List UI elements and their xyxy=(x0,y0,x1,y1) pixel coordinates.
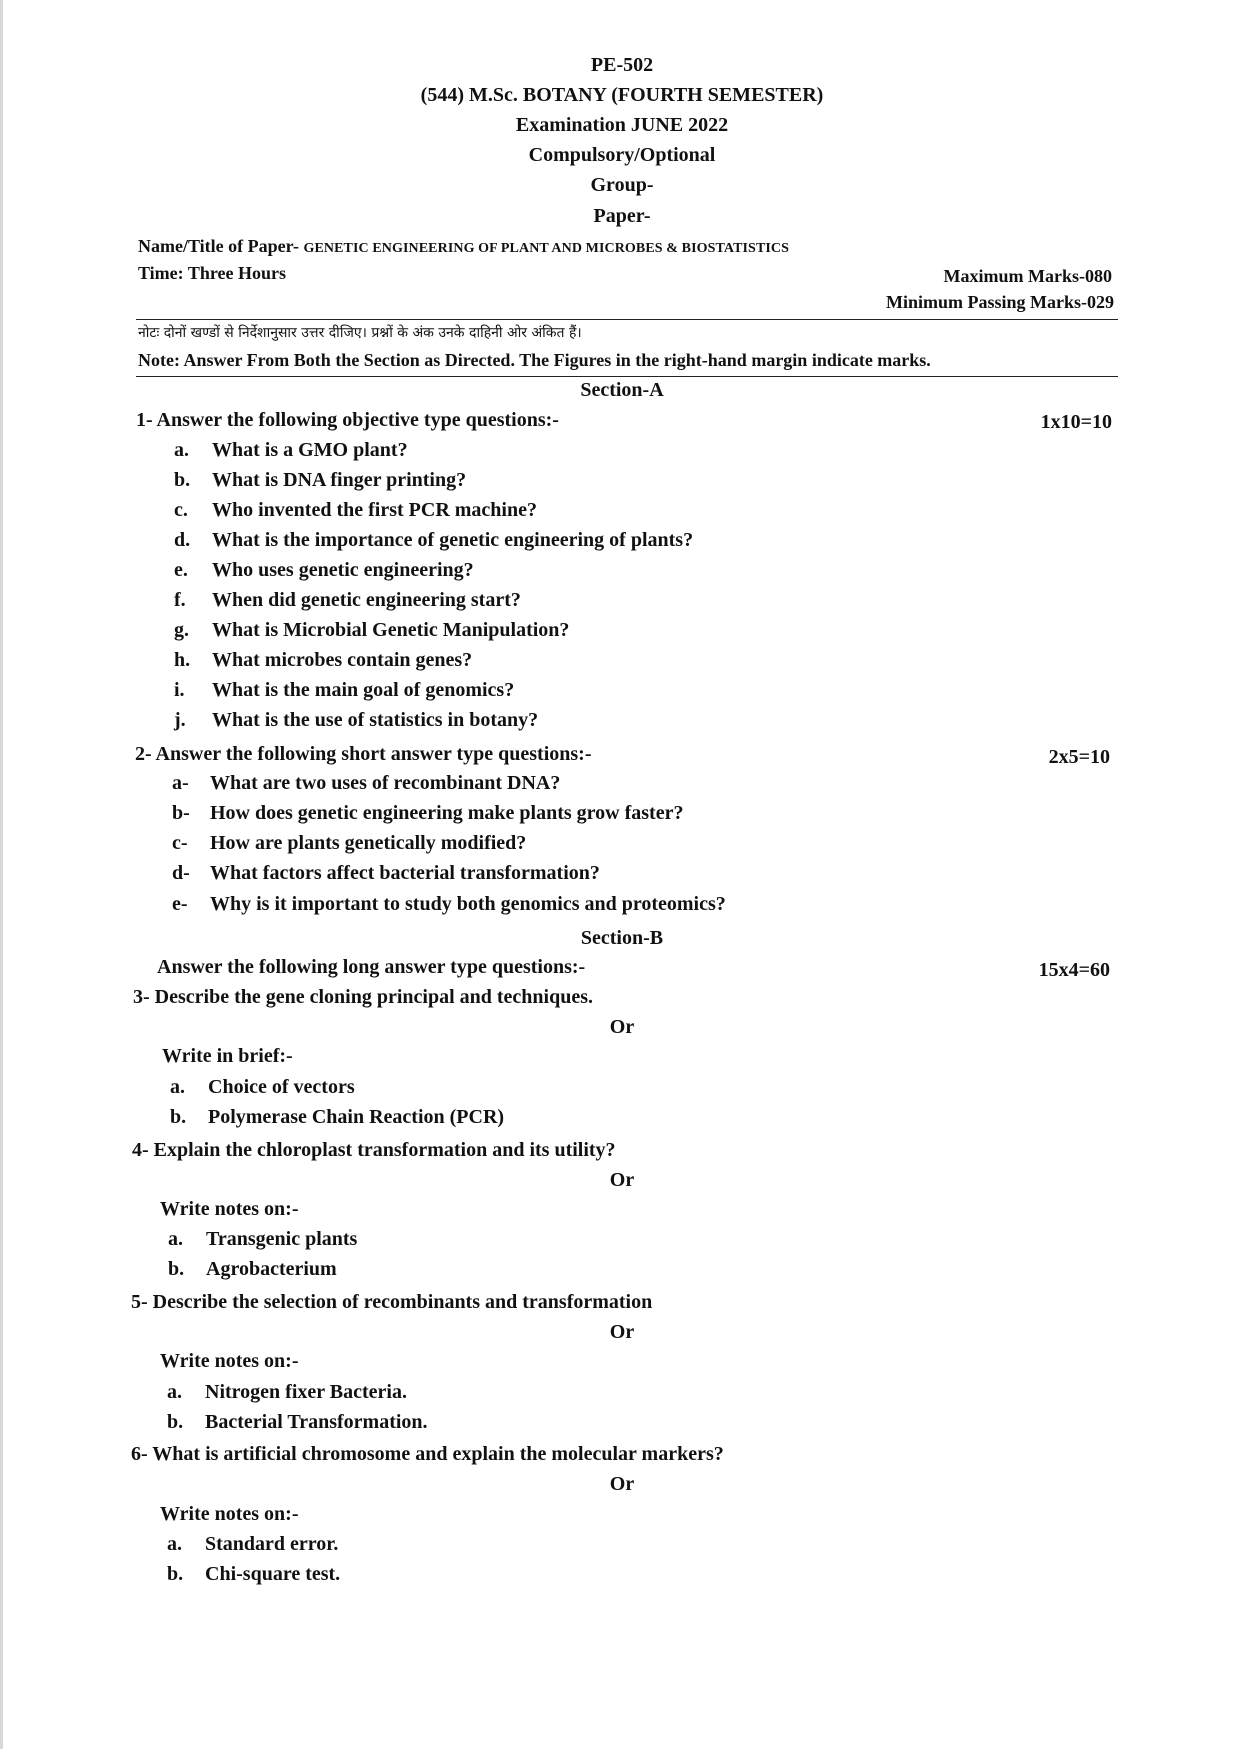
q5-item-a-label: a. xyxy=(167,1381,182,1403)
q6-item-a-text: Standard error. xyxy=(205,1533,339,1555)
course-title: (544) M.Sc. BOTANY (FOURTH SEMESTER) xyxy=(420,84,824,106)
q1-item-c-label: c. xyxy=(174,499,188,521)
q4-item-a-text: Transgenic plants xyxy=(206,1228,358,1250)
q3-item-b-text: Polymerase Chain Reaction (PCR) xyxy=(208,1106,505,1128)
q2-item-c xyxy=(172,832,526,855)
or-label: Or xyxy=(609,1169,635,1191)
q2-item-d xyxy=(172,862,600,885)
q1-item-g-label: g. xyxy=(174,619,189,641)
q2-item-b xyxy=(172,802,683,825)
q6-item-a xyxy=(167,1533,338,1556)
q1-item-c xyxy=(174,499,537,522)
note-hindi: नोटः दोनों खण्डों से निर्देशानुसार उत्तर दीजिए। प्रश्नों के अंक उनके दाहिनी ओर अंकित हैं। xyxy=(138,325,582,341)
q4-item-b-text: Agrobacterium xyxy=(206,1258,337,1280)
q6-item-b-label: b. xyxy=(167,1563,184,1585)
q1-item-e xyxy=(174,559,474,582)
q4-item-b xyxy=(168,1258,337,1281)
q2-item-e-label: e- xyxy=(172,893,188,915)
or-label: Or xyxy=(609,1016,635,1038)
exam-title: Examination JUNE 2022 xyxy=(515,114,729,136)
q1-item-i-text: What is the main goal of genomics? xyxy=(212,679,515,701)
section-b-title: Section-B xyxy=(580,927,664,949)
q1-item-d-label: d. xyxy=(174,529,191,551)
q1-item-h-text: What microbes contain genes? xyxy=(212,649,473,671)
q1-item-e-text: Who uses genetic engineering? xyxy=(212,559,474,581)
q5-item-b xyxy=(167,1411,428,1434)
question-1: 1- Answer the following objective type questions:- xyxy=(136,409,559,431)
q1-item-j-label: j. xyxy=(174,709,186,731)
note-english: Note: Answer From Both the Section as Directed. The Figures in the right-hand margin indicate marks. xyxy=(138,350,931,370)
q4-item-b-label: b. xyxy=(168,1258,185,1280)
question-2: 2- Answer the following short answer type questions:- xyxy=(135,743,592,765)
q1-item-i-label: i. xyxy=(174,679,185,701)
q3-item-b-label: b. xyxy=(170,1106,187,1128)
divider xyxy=(136,376,1118,377)
question-6: 6- What is artificial chromosome and explain the molecular markers? xyxy=(131,1443,724,1465)
q1-item-h-label: h. xyxy=(174,649,191,671)
q1-item-j xyxy=(174,709,538,732)
question-4: 4- Explain the chloroplast transformation and its utility? xyxy=(132,1139,616,1161)
q1-item-g-text: What is Microbial Genetic Manipulation? xyxy=(212,619,570,641)
q3-item-a-text: Choice of vectors xyxy=(208,1076,355,1098)
question-3: 3- Describe the gene cloning principal and techniques. xyxy=(133,986,594,1008)
q3-item-a xyxy=(170,1076,355,1099)
time-label: Time: Three Hours xyxy=(138,263,286,283)
q2-item-d-label: d- xyxy=(172,862,190,884)
q2-item-b-label: b- xyxy=(172,802,190,824)
q2-item-a-label: a- xyxy=(172,772,189,794)
q1-item-e-label: e. xyxy=(174,559,188,581)
q1-item-a xyxy=(174,439,408,462)
paper-type: Compulsory/Optional xyxy=(528,144,716,166)
q1-item-j-text: What is the use of statistics in botany? xyxy=(212,709,539,731)
question-4-alt: Write notes on:- xyxy=(160,1198,299,1220)
paper-label: Paper- xyxy=(593,205,651,227)
section-a-title: Section-A xyxy=(580,379,664,401)
q3-item-a-label: a. xyxy=(170,1076,185,1098)
paper-name-value: GENETIC ENGINEERING OF PLANT AND MICROBES & BIOSTATISTICS xyxy=(303,241,790,256)
q1-item-h xyxy=(174,649,472,672)
divider xyxy=(136,319,1118,320)
max-marks: Maximum Marks-080 xyxy=(943,266,1112,286)
q2-item-e-text: Why is it important to study both genomics and proteomics? xyxy=(210,893,726,915)
question-2-marks: 2x5=10 xyxy=(1048,746,1110,768)
or-label: Or xyxy=(609,1473,635,1495)
question-5-alt: Write notes on:- xyxy=(160,1350,299,1372)
paper-name-label: Name/Title of Paper- xyxy=(138,236,299,256)
q6-item-b xyxy=(167,1563,340,1586)
group-label: Group- xyxy=(590,174,654,196)
q5-item-b-text: Bacterial Transformation. xyxy=(205,1411,428,1433)
q1-item-b-text: What is DNA finger printing? xyxy=(212,469,467,491)
q2-item-a xyxy=(172,772,560,795)
q1-item-f xyxy=(174,589,521,612)
q1-item-d xyxy=(174,529,693,552)
q1-item-f-text: When did genetic engineering start? xyxy=(212,589,521,611)
question-3-alt: Write in brief:- xyxy=(162,1045,293,1067)
q2-item-c-label: c- xyxy=(172,832,188,854)
q1-item-i xyxy=(174,679,514,702)
q1-item-f-label: f. xyxy=(174,589,186,611)
q1-item-b xyxy=(174,469,466,492)
q1-item-g xyxy=(174,619,569,642)
q6-item-b-text: Chi-square test. xyxy=(205,1563,341,1585)
or-label: Or xyxy=(609,1321,635,1343)
q1-item-d-text: What is the importance of genetic engineering of plants? xyxy=(212,529,694,551)
min-marks: Minimum Passing Marks-029 xyxy=(885,292,1114,312)
question-5: 5- Describe the selection of recombinants and transformation xyxy=(131,1291,653,1313)
q2-item-a-text: What are two uses of recombinant DNA? xyxy=(210,772,561,794)
q1-item-a-text: What is a GMO plant? xyxy=(212,439,408,461)
paper-code: PE-502 xyxy=(590,54,654,76)
q5-item-a-text: Nitrogen fixer Bacteria. xyxy=(205,1381,407,1403)
question-6-alt: Write notes on:- xyxy=(160,1503,299,1525)
q6-item-a-label: a. xyxy=(167,1533,182,1555)
q4-item-a xyxy=(168,1228,357,1251)
q2-item-e xyxy=(172,893,726,916)
q2-item-b-text: How does genetic engineering make plants grow faster? xyxy=(210,802,684,824)
paper-name xyxy=(138,236,789,257)
q2-item-c-text: How are plants genetically modified? xyxy=(210,832,527,854)
q1-item-b-label: b. xyxy=(174,469,191,491)
q2-item-d-text: What factors affect bacterial transformation? xyxy=(210,862,600,884)
q1-item-a-label: a. xyxy=(174,439,189,461)
q5-item-a xyxy=(167,1381,407,1404)
q4-item-a-label: a. xyxy=(168,1228,183,1250)
q1-item-c-text: Who invented the first PCR machine? xyxy=(212,499,537,521)
section-b-intro: Answer the following long answer type questions:- xyxy=(157,956,586,978)
q5-item-b-label: b. xyxy=(167,1411,184,1433)
q3-item-b xyxy=(170,1106,504,1129)
question-1-marks: 1x10=10 xyxy=(1040,411,1112,433)
section-b-marks: 15x4=60 xyxy=(1038,959,1110,981)
